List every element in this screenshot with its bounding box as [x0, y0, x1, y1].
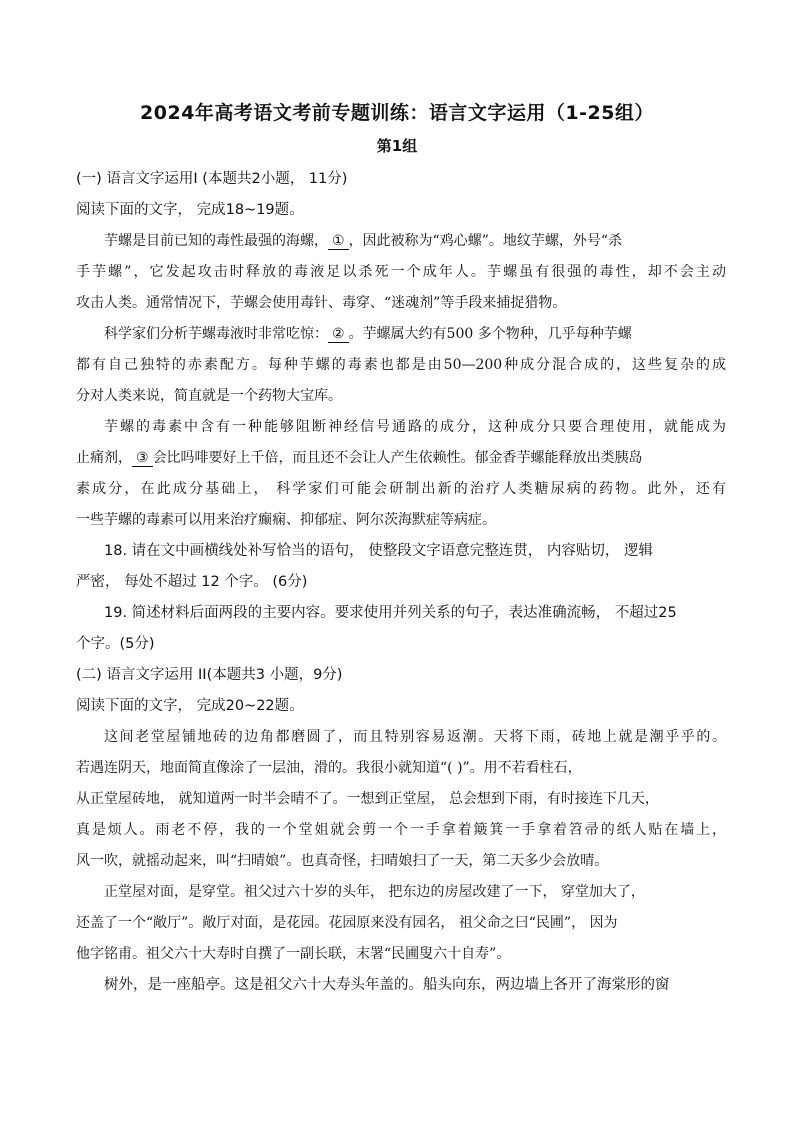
- passage2-p1-line5: 风一吹，就摇动起来，叫“扫晴娘”。也真奇怪，扫晴娘扫了一天，第二天多少会放晴。: [76, 853, 609, 869]
- passage1-p3-line1: 芋螺的毒素中含有一种能够阻断神经信号通路的成分，这种成分只要合理使用，就能成为: [104, 419, 726, 435]
- passage1-p2-line3: 分对人类来说，简直就是一个药物大宝库。: [76, 388, 342, 404]
- passage1-p3-line4: 一些芋螺的毒素可以用来治疗癫痫、抑郁症、阿尔茨海默症等病症。: [76, 512, 496, 528]
- blank-2: ②: [328, 326, 349, 343]
- blank-1: ①: [328, 233, 349, 250]
- question-18-line1: 18. 请在文中画横线处补写恰当的语句， 使整段文字语意完整连贯， 内容贴切， 逻辑: [104, 543, 653, 559]
- passage1-p1-line3: 攻击人类。通常情况下，芋螺会使用毒针、毒穿、“迷魂剂”等手段来捕捉猎物。: [76, 295, 567, 311]
- section1-instruction: 阅读下面的文字， 完成18~19题。: [76, 202, 304, 218]
- passage1-p1-line1: [104, 231, 726, 251]
- passage1-p3-line3: 素成分，在此成分基础上， 科学家们可能会研制出新的治疗人类糖尿病的药物。此外，还有: [76, 481, 726, 497]
- question-18-line2: 严密， 每处不超过 12 个字。 (6分): [76, 574, 308, 590]
- question-19-line1: 19. 简述材料后面两段的主要内容。要求使用并列关系的句子，表达准确流畅， 不超过25: [104, 605, 677, 621]
- passage-text: 会比吗啡要好上千倍，而且还不会让人产生依赖性。郁金香芋螺能释放出类胰岛: [152, 450, 643, 466]
- passage-text: 。芋螺属大约有500 多个物种，几乎每种芋螺: [348, 326, 632, 342]
- group-heading: 第1组: [376, 137, 418, 155]
- blank-3: ③: [132, 450, 153, 467]
- passage2-p1-line1: 这间老堂屋铺地砖的边角都磨圆了，而且特别容易返潮。天将下雨，砖地上就是潮乎乎的。: [104, 729, 726, 745]
- passage-text: ，因此被称为“鸡心螺”。地纹芋螺，外号“杀: [348, 233, 623, 249]
- passage2-p2-line3: 他字铭甫。祖父六十大寿时自撰了一副长联，末署“民圃叟六十自寿”。: [76, 946, 511, 962]
- passage2-p3-line1: 树外，是一座船亭。这是祖父六十大寿头年盖的。船头向东，两边墙上各开了海棠形的窗: [104, 977, 670, 993]
- passage-text: 芋螺是目前已知的毒性最强的海螺，: [104, 233, 328, 249]
- passage2-p1-line3: 从正堂屋砖地， 就知道两一时半会晴不了。一想到正堂屋， 总会想到下雨，有时接连下几天，: [76, 791, 659, 807]
- passage1-p2-line1: [104, 324, 726, 344]
- section2-heading: (二) 语言文字运用 II(本题共3 小题，9分): [76, 667, 343, 683]
- page-title: 2024年高考语文考前专题训练：语言文字运用（1-25组）: [140, 102, 654, 124]
- question-19-line2: 个字。(5分): [76, 636, 155, 652]
- passage2-p2-line2: 还盖了一个“敞厅”。敞厅对面，是花园。花园原来没有园名， 祖父命之曰“民圃”， 因为: [76, 915, 618, 931]
- passage2-p1-line4: 真是烦人。雨老不停，我的一个堂姐就会剪一个一手拿着簸箕一手拿着笤帚的纸人贴在墙上，: [76, 822, 726, 838]
- passage-text: 科学家们分析芋螺毒液时非常吃惊：: [104, 326, 328, 342]
- passage1-p3-line2: [76, 448, 726, 468]
- passage2-p1-line2: 若遇连阴天，地面简直像涂了一层油，滑的。我很小就知道“( )”。用不若看柱石，: [76, 760, 582, 776]
- passage1-p1-line2: 手芋螺”，它发起攻击时释放的毒液足以杀死一个成年人。芋螺虽有很强的毒性，却不会主动: [76, 264, 726, 280]
- section1-heading: (一) 语言文字运用Ⅰ (本题共2小题， 11分): [76, 171, 348, 187]
- section2-instruction: 阅读下面的文字， 完成20~22题。: [76, 698, 304, 714]
- passage-text: 止痛剂，: [76, 450, 132, 466]
- passage1-p2-line2: 都有自己独特的赤素配方。每种芋螺的毒素也都是由50—200种成分混合成的，这些复杂的成: [76, 357, 726, 373]
- passage2-p2-line1: 正堂屋对面，是穿堂。祖父过六十岁的头年， 把东边的房屋改建了一下， 穿堂加大了，: [104, 884, 645, 900]
